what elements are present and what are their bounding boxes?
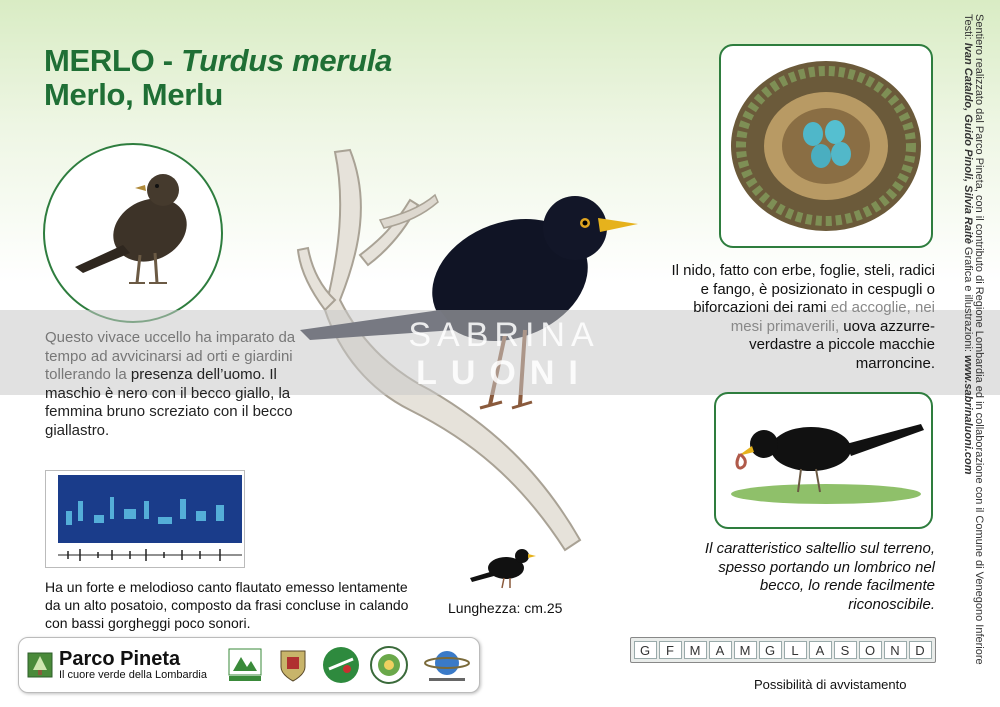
- feeding-paragraph: Il caratteristico saltellio sul terreno, spesso portando un lombrico nel becco, lo rende facilmente riconoscibile.: [704, 540, 935, 613]
- credits-url: www.sabrinaluoni.com: [962, 355, 974, 475]
- spectrogram-graphic: [46, 471, 244, 567]
- parco-pineta-icon: [27, 652, 53, 678]
- watermark-line2: LUONI: [416, 354, 592, 392]
- months-strip: [630, 637, 936, 663]
- month-cell: D: [909, 641, 932, 659]
- song-spectrogram: [45, 470, 245, 568]
- gev-lombardia-logo: [369, 645, 409, 685]
- female-blackbird-illustration: [45, 145, 223, 323]
- nest-illustration: [721, 46, 931, 246]
- nest-paragraph: [670, 262, 935, 373]
- intro-paragraph: [45, 329, 335, 440]
- month-cell: G: [759, 641, 782, 659]
- length-label: Lunghezza: cm.25: [448, 600, 563, 616]
- watermark-line1: SABRINA: [408, 316, 600, 354]
- month-cell: S: [834, 641, 857, 659]
- credits-texts-label: Testi:: [962, 14, 974, 43]
- intro-text: presenza dell’uomo. Il maschio è nero con il becco giallo, la femmina bruno screziato con il becco giallastro.: [45, 366, 293, 439]
- nest-text-faded: ed accoglie, nei mesi primaverili,: [730, 299, 935, 335]
- nest-frame: [719, 44, 933, 248]
- park-subtitle: Il cuore verde della Lombardia: [59, 668, 207, 681]
- month-cell: M: [734, 641, 757, 659]
- intro-text-faded: Questo vivace uccello ha imparato da tempo ad avvicinarsi ad orti e giardini tollerando la: [45, 329, 296, 383]
- title-common-name: MERLO -: [44, 43, 182, 78]
- credits-authors: Ivan Cataldo, Guido Pinoli, Silvia Raitè: [962, 42, 974, 244]
- size-silhouette-icon: [468, 542, 540, 592]
- female-blackbird-frame: [43, 143, 223, 323]
- nest-text-2: uova azzurre-verdastre a piccole macchie marroncine.: [749, 317, 935, 372]
- month-cell: L: [784, 641, 807, 659]
- comune-crest-logo: [273, 645, 313, 685]
- page-title: [44, 44, 392, 112]
- month-cell: A: [709, 641, 732, 659]
- sponsor-logos-bar: [18, 637, 480, 693]
- title-scientific-name: Turdus merula: [181, 43, 392, 78]
- watermark: [404, 316, 604, 392]
- ana-alpini-logo: [321, 645, 361, 685]
- park-name: Parco Pineta: [59, 647, 181, 670]
- parco-pineta-logo: [27, 649, 217, 682]
- credits-line1: Sentiero realizzato dal Parco Pineta, con il contributo di Regione Lombardia ed in collaborazione con il Comune di Venegono Inferiore: [973, 14, 985, 665]
- nest-text: Il nido, fatto con erbe, foglie, steli, radici e fango, è posizionato in cespugli o biforcazioni dei rami: [671, 262, 935, 316]
- credits-vertical: [962, 14, 985, 665]
- sistema-parchi-lombardia-logo: [225, 645, 265, 685]
- title-dialect-names: Merlo, Merlu: [44, 77, 223, 112]
- sighting-label: Possibilità di avvistamento: [754, 677, 907, 692]
- credits-graphics-label: Grafica e illustrazioni:: [962, 243, 974, 356]
- month-cell: G: [634, 641, 657, 659]
- month-cell: A: [809, 641, 832, 659]
- planet-logo: [417, 645, 477, 685]
- month-cell: O: [859, 641, 882, 659]
- feeding-blackbird-illustration: [716, 394, 931, 527]
- feeding-frame: [714, 392, 933, 529]
- month-cell: M: [684, 641, 707, 659]
- song-paragraph: Ha un forte e melodioso canto flautato emesso lentamente da un alto posatoio, composto da frasi concluse in calando con bassi gorgheggi poco sonori.: [45, 579, 409, 631]
- month-cell: F: [659, 641, 682, 659]
- month-cell: N: [884, 641, 907, 659]
